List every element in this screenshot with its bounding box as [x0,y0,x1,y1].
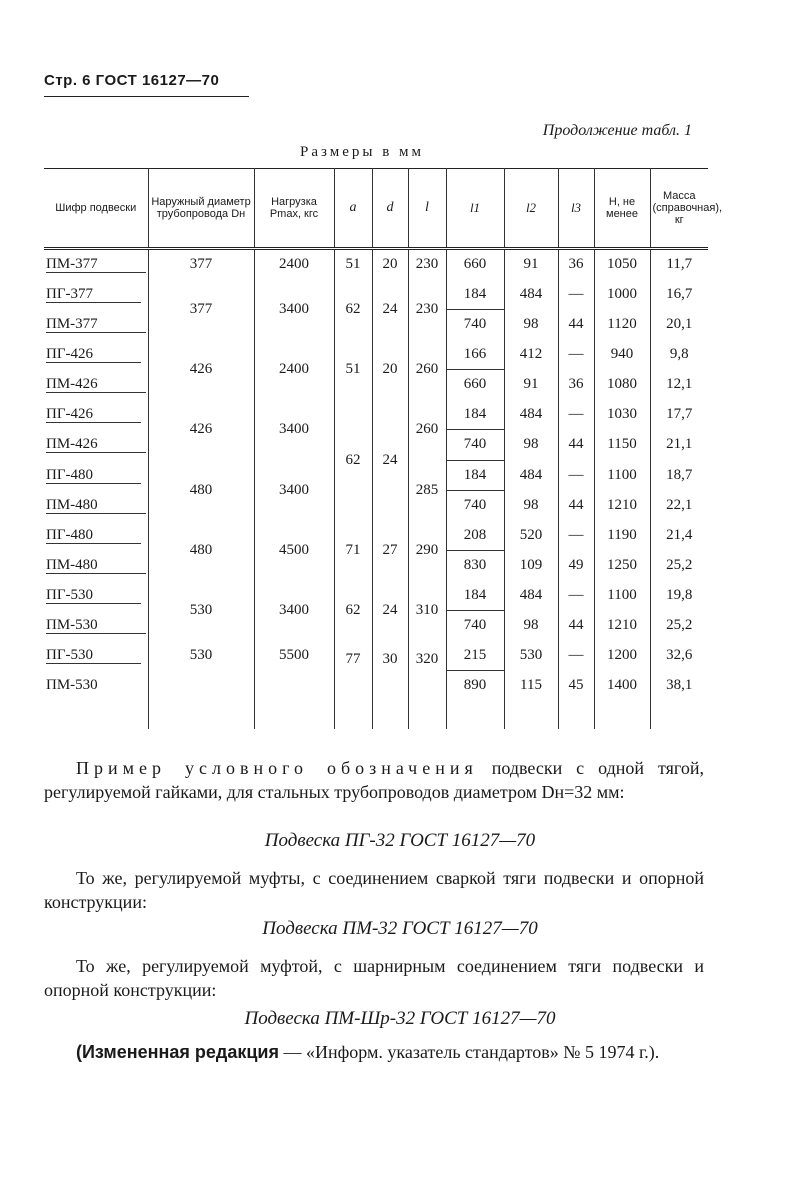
table-row [44,249,708,280]
table-row [44,521,708,551]
cell-code: ПМ-480 [44,551,148,581]
cell-diameter: 480 [148,521,254,581]
cell-l1: 660 [446,249,504,280]
cell-code: ПМ-426 [44,370,148,400]
cell-mass: 21,1 [650,430,708,461]
cell-l3: 45 [558,671,594,730]
cell-mass: 19,8 [650,581,708,611]
cell-mass: 18,7 [650,460,708,491]
col-header-l3: l3 [558,169,594,249]
cell-code: ПМ-426 [44,430,148,461]
cell-d: 24 [372,581,408,641]
cell-l: 230 [408,280,446,340]
cell-mass: 32,6 [650,641,708,671]
cell-l3: 44 [558,430,594,461]
cell-l1: 184 [446,460,504,491]
cell-l1: 215 [446,641,504,671]
table-row [44,340,708,370]
cell-h: 1210 [594,491,650,521]
col-header-d: d [372,169,408,249]
cell-diameter: 377 [148,249,254,280]
cell-l2: 484 [504,280,558,310]
col-header-mass: Масса (справочная), кг [650,169,708,249]
cell-l2: 91 [504,370,558,400]
example-paragraph [44,756,704,804]
cell-l3: 44 [558,310,594,340]
cell-a: 62 [334,400,372,521]
cell-code: ПГ-377 [44,280,148,310]
table-row [44,400,708,430]
cell-code: ПГ-426 [44,400,148,430]
amendment-note [44,1040,704,1064]
cell-code: ПГ-480 [44,460,148,491]
cell-l2: 98 [504,491,558,521]
cell-code: ПМ-377 [44,249,148,280]
table-row [44,641,708,671]
cell-code: ПМ-480 [44,491,148,521]
cell-mass: 12,1 [650,370,708,400]
cell-l3: — [558,400,594,430]
cell-l3: 44 [558,611,594,641]
cell-mass: 22,1 [650,491,708,521]
cell-l3: — [558,340,594,370]
cell-l: 320 [408,641,446,730]
cell-l1: 740 [446,611,504,641]
cell-diameter: 530 [148,581,254,641]
cell-l3: 44 [558,491,594,521]
cell-d: 30 [372,641,408,730]
designation-pg: Подвеска ПГ-32 ГОСТ 16127—70 [264,830,536,851]
cell-h: 1100 [594,581,650,611]
cell-l2: 484 [504,581,558,611]
cell-load: 3400 [254,460,334,521]
cell-l: 260 [408,340,446,400]
cell-l3: — [558,460,594,491]
cell-a: 51 [334,249,372,280]
cell-a: 51 [334,340,372,400]
example-lead: Пример условного обозначения [76,758,478,778]
cell-code: ПМ-377 [44,310,148,340]
cell-l1: 184 [446,280,504,310]
cell-h: 1400 [594,671,650,730]
cell-a: 62 [334,581,372,641]
cell-h: 1100 [594,460,650,491]
cell-h: 1210 [594,611,650,641]
table-row [44,280,708,310]
cell-h: 1120 [594,310,650,340]
cell-a: 62 [334,280,372,340]
cell-l1: 740 [446,310,504,340]
cell-d: 20 [372,249,408,280]
col-header-code: Шифр подвески [55,202,137,214]
cell-mass: 16,7 [650,280,708,310]
cell-l: 285 [408,460,446,521]
cell-load: 2400 [254,249,334,280]
cell-code: ПГ-480 [44,521,148,551]
cell-h: 1050 [594,249,650,280]
cell-d: 24 [372,400,408,521]
cell-diameter: 480 [148,460,254,521]
cell-l2: 98 [504,310,558,340]
cell-diameter: 530 [148,641,254,730]
cell-load: 2400 [254,340,334,400]
cell-load: 3400 [254,280,334,340]
cell-l2: 530 [504,641,558,671]
example-text: подвески с одной тягой, регулируемой гайками, для стальных трубопроводов диаметром Dн=32 мм: [44,758,705,802]
cell-code: ПГ-530 [44,641,148,671]
cell-l2: 98 [504,430,558,461]
page-header: Стр. 6 ГОСТ 16127—70 [44,72,220,89]
col-header-load: Нагрузка Pmax, кгс [254,169,334,249]
table-header-row [44,169,708,249]
cell-a: 71 [334,521,372,581]
col-header-a: a [334,169,372,249]
header-rule [44,96,249,97]
cell-h: 1150 [594,430,650,461]
cell-d: 27 [372,521,408,581]
cell-l3: 49 [558,551,594,581]
cell-l3: — [558,280,594,310]
cell-l2: 91 [504,249,558,280]
cell-mass: 38,1 [650,671,708,730]
col-header-h: H, не менее [594,169,650,249]
cell-h: 1250 [594,551,650,581]
cell-l1: 208 [446,521,504,551]
cell-l3: — [558,581,594,611]
col-header-l2: l2 [504,169,558,249]
table-body [44,249,708,730]
cell-h: 1080 [594,370,650,400]
cell-l1: 740 [446,430,504,461]
cell-l1: 890 [446,671,504,730]
cell-diameter: 426 [148,340,254,400]
cell-load: 3400 [254,581,334,641]
cell-l: 260 [408,400,446,461]
cell-mass: 21,4 [650,521,708,551]
cell-diameter: 426 [148,400,254,461]
cell-code: ПМ-530 [46,676,98,693]
cell-d: 20 [372,340,408,400]
col-header-diameter: Наружный диаметр трубопровода Dн [148,169,254,249]
cell-l1: 184 [446,400,504,430]
cell-l3: — [558,641,594,671]
amendment-label: (Измененная редакция [76,1042,279,1062]
cell-load: 3400 [254,400,334,461]
cell-d: 24 [372,280,408,340]
cell-h: 1200 [594,641,650,671]
cell-l3: 36 [558,249,594,280]
cell-l1: 660 [446,370,504,400]
paragraph-coupling-hinged: То же, регулируемой муфтой, с шарнирным соединением тяги подвески и опорной конструкции: [44,956,704,1000]
cell-l1: 184 [446,581,504,611]
cell-diameter: 377 [148,280,254,340]
hanger-dimensions-table [44,168,723,729]
designation-pm-shr: Подвеска ПМ-Шр-32 ГОСТ 16127—70 [244,1008,556,1029]
cell-a: 77 [334,641,372,730]
cell-l2: 484 [504,460,558,491]
cell-l3: 36 [558,370,594,400]
cell-l: 230 [408,249,446,280]
cell-l2: 115 [504,671,558,730]
cell-l2: 98 [504,611,558,641]
cell-load: 5500 [254,641,334,730]
cell-l3: — [558,521,594,551]
cell-l: 290 [408,521,446,581]
cell-h: 1190 [594,521,650,551]
paragraph-coupling-welded: То же, регулируемой муфты, с соединением сваркой тяги подвески и опорной конструкции: [44,868,704,912]
cell-mass: 17,7 [650,400,708,430]
cell-mass: 9,8 [650,340,708,370]
cell-h: 1030 [594,400,650,430]
cell-l2: 520 [504,521,558,551]
cell-l1: 830 [446,551,504,581]
col-header-l: l [408,169,446,249]
cell-h: 1000 [594,280,650,310]
cell-code: ПМ-530 [44,611,148,641]
cell-l1: 740 [446,491,504,521]
cell-mass: 11,7 [650,249,708,280]
units-caption: Размеры в мм [300,144,425,160]
cell-l1: 166 [446,340,504,370]
table-row [44,581,708,611]
amendment-source: — «Информ. указатель стандартов» № 5 1974 г.). [278,1042,660,1062]
cell-l2: 412 [504,340,558,370]
cell-l2: 484 [504,400,558,430]
cell-code: ПГ-426 [44,340,148,370]
cell-l: 310 [408,581,446,641]
designation-pm: Подвеска ПМ-32 ГОСТ 16127—70 [262,918,538,939]
cell-mass: 25,2 [650,551,708,581]
cell-load: 4500 [254,521,334,581]
table-continuation-label: Продолжение табл. 1 [542,122,692,139]
cell-code: ПГ-530 [44,581,148,611]
cell-mass: 20,1 [650,310,708,340]
col-header-l1: l1 [446,169,504,249]
cell-h: 940 [594,340,650,370]
cell-l2: 109 [504,551,558,581]
cell-mass: 25,2 [650,611,708,641]
